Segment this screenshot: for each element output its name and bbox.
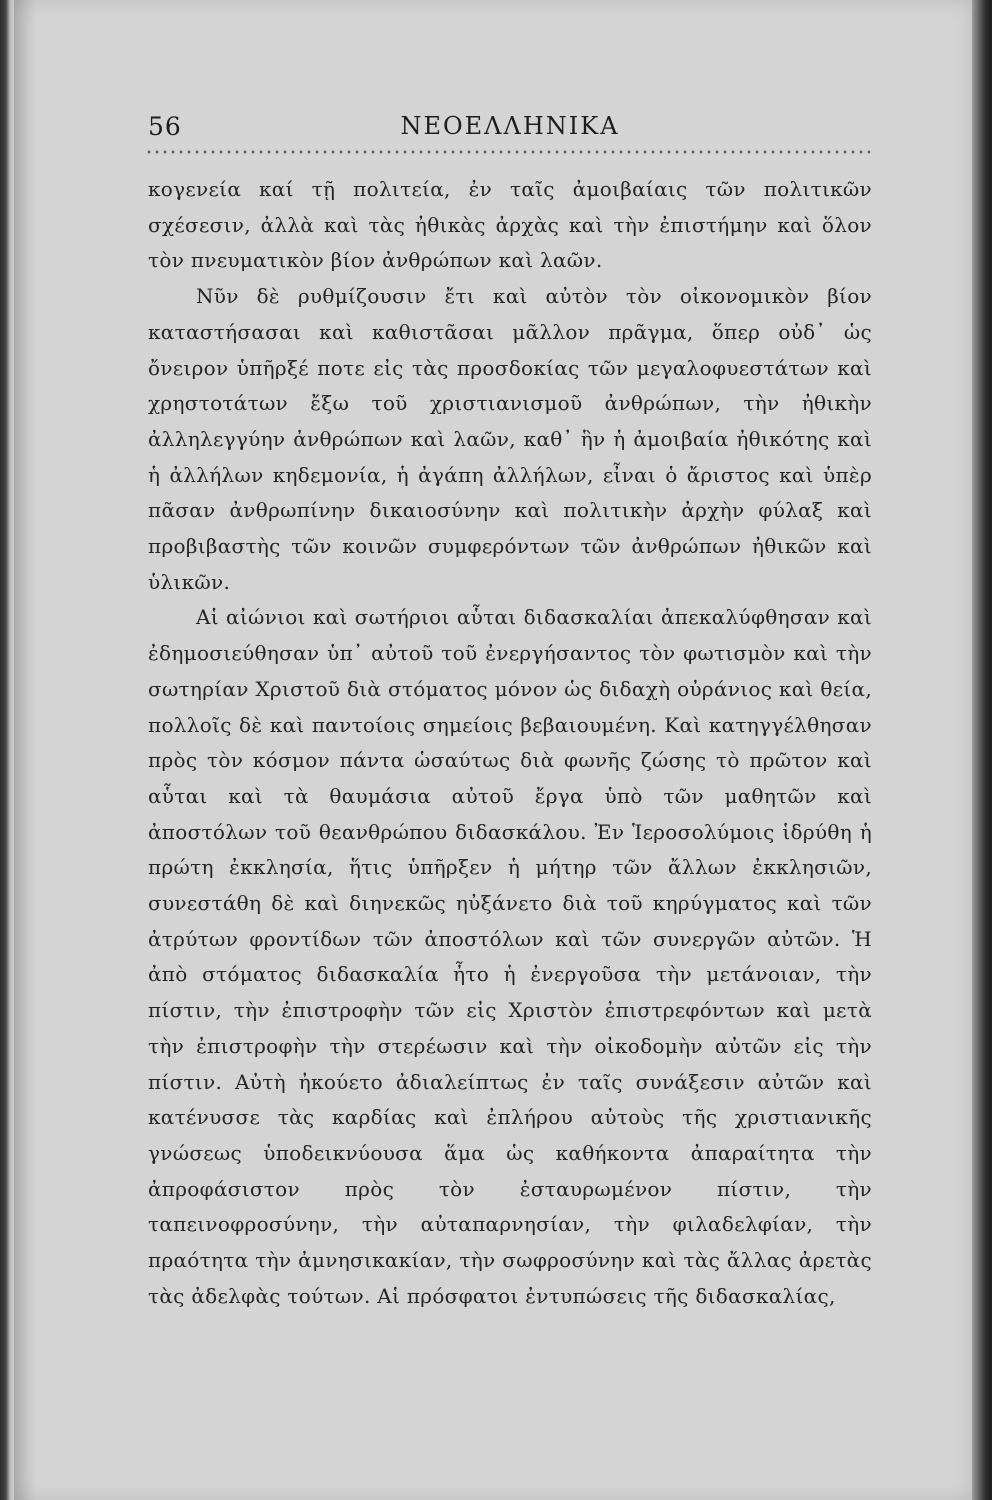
- paragraph: Νῦν δὲ ρυθμίζουσιν ἔτι καὶ αὐτὸν τὸν οἰκονομικὸν βίον καταστήσασαι καὶ καθιστᾶσαι μᾶλλον πρᾶγμα, ὅπερ οὐδ᾽ ὡς ὄνειρον ὑπῆρξέ ποτε εἰς τὰς προσδοκίας τῶν μεγαλοφυεστάτων καὶ χρηστοτάτων ἔξω τοῦ χριστιανισμοῦ ἀνθρώπων, τὴν ἠθικὴν ἀλληλεγγύην ἀνθρώπων καὶ λαῶν, καθ᾽ ἣν ἡ ἀμοιβαία ἠθικότης καὶ ἡ ἀλλήλων κηδεμονία, ἡ ἀγάπη ἀλλήλων, εἶναι ὁ ἄριστος καὶ ὑπὲρ πᾶσαν ἀνθρωπίνην δικαιοσύνην καὶ πολιτικὴν ἀρχὴν φύλαξ καὶ προβιβαστὴς τῶν κοινῶν συμφερόντων τῶν ἀνθρώπων ἠθικῶν καὶ ὑλικῶν.: [148, 284, 872, 594]
- binding-shadow: [14, 0, 36, 1500]
- paragraph-continued: κογενεία καί τῇ πολιτεία, ἐν ταῖς ἀμοιβαίαις τῶν πολιτικῶν σχέσεσιν, ἀλλὰ καὶ τὰς ἠθικὰς ἀρχὰς καὶ τὴν ἐπιστήμην καὶ ὅλον τὸν πνευματικὸν βίον ἀνθρώπων καὶ λαῶν.: [148, 177, 872, 273]
- running-title: ΝΕΟΕΛΛΗΝΙΚΑ: [400, 112, 620, 140]
- running-head: [148, 112, 872, 148]
- paragraph: Αἱ αἰώνιοι καὶ σωτήριοι αὗται διδασκαλίαι ἀπεκαλύφθησαν καὶ ἐδημοσιεύθησαν ὑπ᾽ αὐτοῦ τοῦ ἐνεργήσαντος τὸν φωτισμὸν καὶ τὴν σωτηρίαν Χριστοῦ διὰ στόματος μόνον ὡς διδαχὴ οὐράνιος καὶ θεία, πολλοῖς δὲ καὶ παντοίοις σημείοις βεβαιουμένη. Καὶ κατηγγέλθησαν πρὸς τὸν κόσμον πάντα ὡσαύτως διὰ φωνῆς ζώσης τὸ πρῶτον καὶ αὗται καὶ τὰ θαυμάσια αὐτοῦ ἔργα ὑπὸ τῶν μαθητῶν καὶ ἀποστόλων τοῦ θεανθρώπου διδασκάλου. Ἐν Ἱεροσολύμοις ἱδρύθη ἡ πρώτη ἐκκλησία, ἥτις ὑπῆρξεν ἡ μήτηρ τῶν ἄλλων ἐκκλησιῶν, συνεστάθη δὲ καὶ διηνεκῶς ηὐξάνετο διὰ τοῦ κηρύγματος καὶ τῶν ἀτρύτων φροντίδων τῶν ἀποστόλων καὶ τῶν συνεργῶν αὐτῶν. Ἡ ἀπὸ στόματος διδασκαλία ἦτο ἡ ἐνεργοῦσα τὴν μετάνοιαν, τὴν πίστιν, τὴν ἐπιστροφὴν τῶν εἰς Χριστὸν ἐπιστρεφόντων καὶ μετὰ τὴν ἐπιστροφὴν τὴν στερέωσιν καὶ τὴν οἰκοδομὴν αὐτῶν εἰς τὴν πίστιν. Αὐτὴ ἠκούετο ἀδιαλείπτως ἐν ταῖς συνάξεσιν αὐτῶν καὶ κατένυσσε τὰς καρδίας καὶ ἐπλήρου αὐτοὺς τῆς χριστιανικῆς γνώσεως ὑποδεικνύουσα ἅμα ὡς καθήκοντα ἀπαραίτητα τὴν ἀπροφάσιστον πρὸς τὸν ἐσταυρωμένον πίστιν, τὴν ταπεινοφροσύνην, τὴν αὐταπαρνησίαν, τὴν φιλαδελφίαν, τὴν πραότητα τὴν ἀμνησικακίαν, τὴν σωφροσύνην καὶ τὰς ἄλλας ἀρετὰς τὰς ἀδελφὰς τούτων. Αἱ πρόσφατοι ἐντυπώσεις τῆς διδασκαλίας,: [148, 605, 872, 1308]
- header-dotted-rule: [146, 149, 870, 155]
- page-number: 56: [148, 112, 182, 141]
- body-text: [148, 172, 872, 1315]
